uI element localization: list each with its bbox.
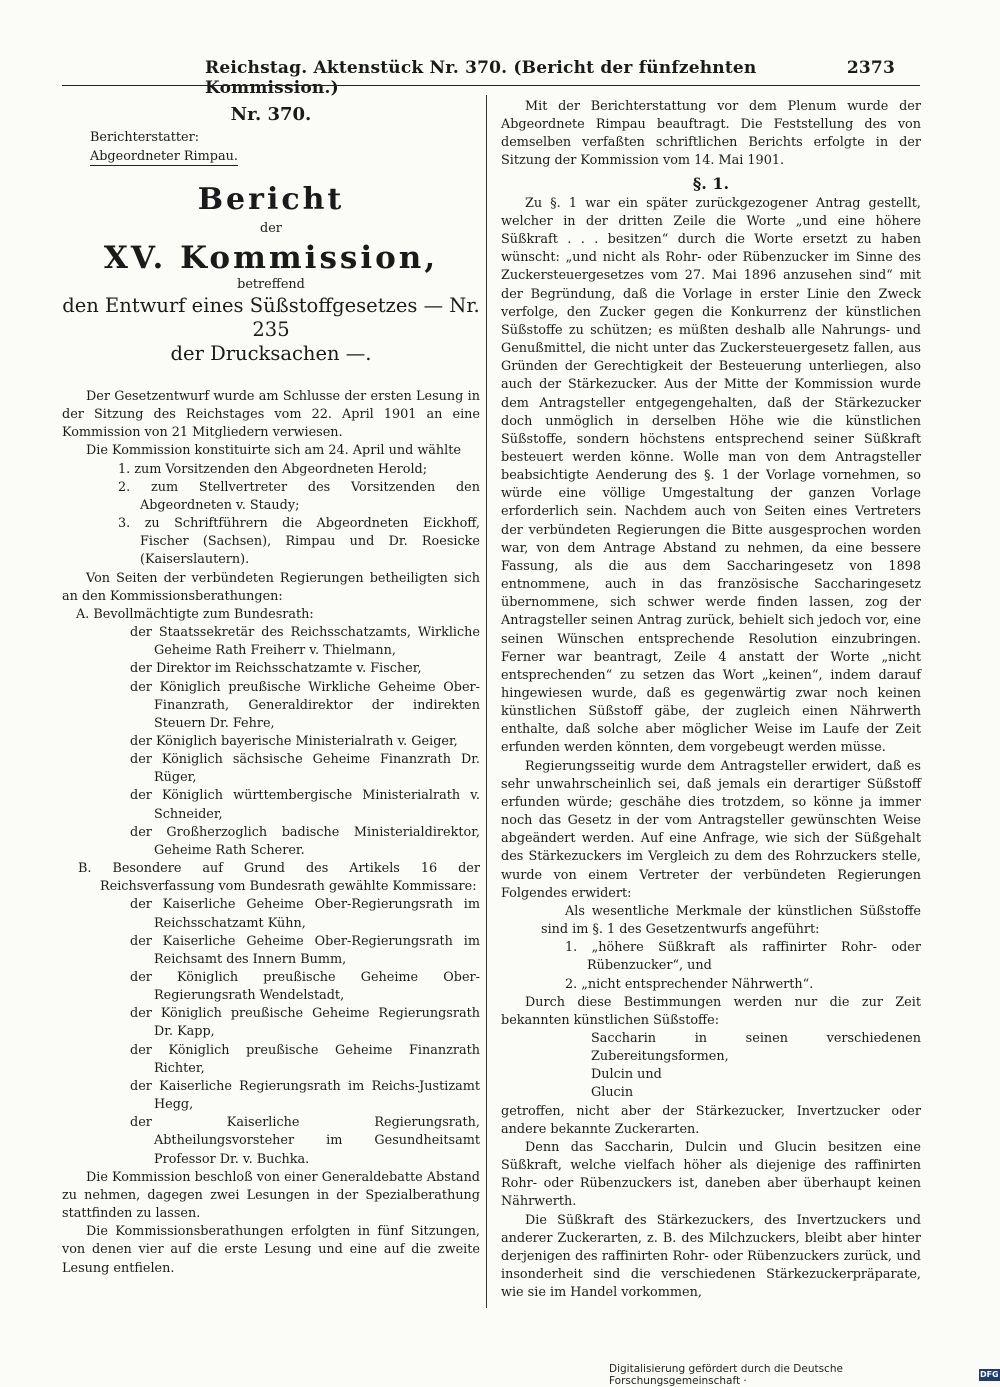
list-item: der Königlich preußische Geheime Ober-Regierungsrath Wendelstadt,	[130, 970, 480, 1004]
list-item: Dulcin und	[591, 1067, 662, 1083]
paragraph: Durch diese Bestimmungen werden nur die zur Zeit bekannten künstlichen Süßstoffe:	[501, 994, 921, 1028]
list-item: der Königlich preußische Geheime Finanzrath Richter,	[130, 1042, 480, 1076]
members-b-list	[62, 896, 480, 1168]
column-divider	[486, 95, 487, 1308]
paragraph: getroffen, nicht aber der Stärkezucker, Invertzucker oder andere bekannte Zuckerarten.	[501, 1103, 921, 1137]
list-item: Glucin	[591, 1085, 634, 1101]
list-item: der Königlich preußische Geheime Regierungsrath Dr. Kapp,	[130, 1006, 480, 1040]
paragraph: Die Süßkraft des Stärkezuckers, des Invertzuckers und anderer Zuckerarten, z. B. des Milchzuckers, bleibt aber hinter derjenigen des raffinirten Rohr- oder Rübenzuckers zurück, und insonderheit sind die verschiedenen Stärkezuckerpräparate, wie sie im Handel vorkommen,	[501, 1212, 921, 1301]
list-item: der Kaiserliche Geheime Ober-Regierungsrath im Reichsschatzamt Kühn,	[130, 897, 480, 931]
list-item: 2. zum Stellvertreter des Vorsitzenden den Abgeordneten v. Staudy;	[118, 479, 480, 513]
section-b-heading: B. Besondere auf Grund des Artikels 16 der Reichsverfassung vom Bundesrath gewählte Kommissare:	[78, 861, 480, 895]
running-header	[205, 58, 895, 98]
criteria-list	[501, 939, 921, 993]
document-number: Nr. 370.	[230, 104, 312, 125]
report-title: Bericht	[197, 182, 345, 217]
list-item: der Direktor im Reichsschatzamte v. Fischer,	[130, 661, 422, 677]
list-item: Saccharin in seinen verschiedenen Zubereitungsformen,	[591, 1030, 921, 1065]
section-a-heading: A. Bevollmächtigte zum Bundesrath:	[76, 606, 314, 622]
paragraph: Mit der Berichterstattung vor dem Plenum wurde der Abgeordnete Rimpau beauftragt. Die Feststellung des von demselben verfaßten schriftlichen Berichts erfolgte in der Sitzung der Kommission vom 14. Mai 1901.	[501, 99, 921, 169]
page-number: 2373	[846, 58, 895, 78]
list-item: der Kaiserliche Regierungsrath, Abtheilungsvorsteher im Gesundheitsamt Professor Dr. v. Buchka.	[130, 1115, 480, 1167]
subject-line-1: den Entwurf eines Süßstoffgesetzes — Nr. 235	[62, 294, 480, 341]
digitization-footer	[609, 1363, 1000, 1387]
paragraph: Als wesentliche Merkmale der künstlichen Süßstoffe sind im §. 1 des Gesetzentwurfs angeführt:	[541, 903, 921, 938]
paragraph: Die Kommission beschloß von einer Generaldebatte Abstand zu nehmen, dagegen zwei Lesungen in der Spezialberathung stattfinden zu lassen.	[62, 1169, 480, 1222]
spacer	[62, 366, 480, 388]
list-item: der Königlich bayerische Ministerialrath v. Geiger,	[130, 733, 458, 749]
paragraph: Regierungsseitig wurde dem Antragsteller erwidert, daß es sehr unwahrscheinlich sei, daß jemals ein derartiger Süßstoff erfunden würde; geschähe dies trotzdem, so könne ja immer noch das Gesetz in der vom Antragsteller gewünschten Weise abgeändert werden. Auf eine Anfrage, wie sich der Süßgehalt des Stärkezuckers im Vergleich zu dem des Rohrzuckers stelle, wurde von einem Vertreter der verbündeten Regierungen Folgendes erwidert:	[501, 758, 921, 901]
list-item: der Großherzoglich badische Ministerialdirektor, Geheime Rath Scherer.	[130, 824, 480, 858]
list-item: 3. zu Schriftführern die Abgeordneten Eickhoff, Fischer (Sachsen), Rimpau und Dr. Roesicke (Kaiserslautern).	[118, 516, 480, 568]
reporter-name-line	[90, 147, 480, 166]
subject-line-2: der Drucksachen —.	[170, 342, 372, 365]
betreffend-label: betreffend	[237, 277, 305, 292]
paragraph: Der Gesetzentwurf wurde am Schlusse der ersten Lesung in der Sitzung des Reichstages vom 22. April 1901 an eine Kommission von 21 Mitgliedern verwiesen.	[62, 389, 480, 441]
list-item: 2. „nicht entsprechender Nährwerth“.	[565, 976, 814, 992]
list-item: der Kaiserliche Regierungsrath im Reichs-Justizamt Hegg,	[130, 1078, 480, 1113]
list-item: der Königlich württembergische Ministerialrath v. Schneider,	[130, 788, 480, 822]
paragraph: Die Kommissionsberathungen erfolgten in fünf Sitzungen, von denen vier auf die erste Lesung und eine auf die zweite Lesung entfielen.	[62, 1224, 480, 1276]
paragraph: Zu §. 1 war ein später zurückgezogener Antrag gestellt, welcher in der dritten Zeile die Worte „und eine höhere Süßkraft . . . besitzen“ durch die Worte ersetzt zu haben wünscht: „und nicht als Rohr- oder Rübenzucker im Sinne des Zuckersteuergesetzes vom 27. Mai 1896 anzusehen sind“ mit der Begründung, daß die Vorlage in erster Linie den Zweck verfolge, den Zucker gegen die Konkurrenz der künstlichen Süßstoffe zu schützen; es müßten deshalb alle Nahrungs- und Genußmittel, die nicht unter das Zuckersteuergesetz fallen, aus Gründen der Gerechtigkeit der Besteuerung unterliegen, also auch der Stärkezucker. Aus der Mitte der Kommission wurde dem Antragsteller entgegengehalten, daß der Stärkezucker doch unmöglich in derselben Höhe wie die künstlichen Süßstoffe, sondern höchstens entsprechend seiner Süßkraft besteuert werden könne. Wolle man von dem Antragsteller beabsichtigte Aenderung des §. 1 der Vorlage vornehmen, so würde eine völlige Umgestaltung der ganzen Vorlage erforderlich sein. Nachdem auch von Seiten eines Vertreters der verbündeten Regierungen die Bitte ausgesprochen worden war, von dem Antrage Abstand zu nehmen, da eine bessere Fassung, als die aus dem Saccharingesetz von 1898 entnommene, auch in das französische Saccharingesetz übernommene, sich schwer werde finden lassen, zog der Antragsteller seinen Antrag zurück, behielt sich jedoch vor, eine seinen Wünschen entsprechende Resolution einzubringen. Ferner war beantragt, Zeile 4 anstatt der Worte „nicht entsprechenden“ zu setzen das Wort „keinen“, indem darauf hingewiesen wurde, daß es gegenwärtig zwar noch keinen künstlichen Süßstoff gäbe, der zugleich einen Nährwerth enthalte, daß solche aber möglicher Weise im Laufe der Zeit erfunden werden könnten, dem vorgebeugt werden müsse.	[501, 195, 921, 756]
header-rule	[62, 85, 920, 86]
report-title-der: der	[260, 221, 282, 236]
members-a-list	[62, 624, 480, 860]
reporter-name: Abgeordneter Rimpau.	[90, 149, 238, 164]
substance-list	[501, 1030, 921, 1103]
left-column	[62, 98, 480, 1278]
section-heading: §. 1.	[692, 173, 730, 193]
footer-text: Digitalisierung gefördert durch die Deutsche Forschungsgemeinschaft ·	[609, 1363, 843, 1387]
officer-list	[62, 461, 480, 570]
right-column	[501, 98, 921, 1302]
list-item: 1. zum Vorsitzenden den Abgeordneten Herold;	[118, 461, 428, 477]
commission-title: XV. Kommission,	[103, 240, 439, 276]
list-item: 1. „höhere Süßkraft als raffinirter Rohr- oder Rübenzucker“, und	[565, 940, 921, 974]
paragraph: Denn das Saccharin, Dulcin und Glucin besitzen eine Süßkraft, welche vielfach höher als diejenige des raffinirten Rohr- oder Rübenzuckers ist, daneben aber überhaupt keinen Nährwerth.	[501, 1139, 921, 1210]
list-item: der Königlich sächsische Geheime Finanzrath Dr. Rüger,	[130, 752, 480, 786]
paragraph: Von Seiten der verbündeten Regierungen betheiligten sich an den Kommissionsberathungen:	[62, 570, 480, 604]
list-item: der Kaiserliche Geheime Ober-Regierungsrath im Reichsamt des Innern Bumm,	[130, 933, 480, 967]
dfg-logo: DFG	[979, 1370, 999, 1379]
paragraph: Die Kommission konstituirte sich am 24. April und wählte	[86, 443, 461, 459]
list-item: der Königlich preußische Wirkliche Geheime Ober-Finanzrath, Generaldirektor der indirekten Steuern Dr. Fehre,	[130, 679, 480, 731]
reporter-label: Berichterstatter:	[90, 130, 200, 145]
header-title: Reichstag. Aktenstück Nr. 370. (Bericht der fünfzehnten Kommission.)	[205, 58, 757, 98]
list-item: der Staatssekretär des Reichsschatzamts, Wirkliche Geheime Rath Freiherr v. Thielmann,	[130, 625, 480, 659]
